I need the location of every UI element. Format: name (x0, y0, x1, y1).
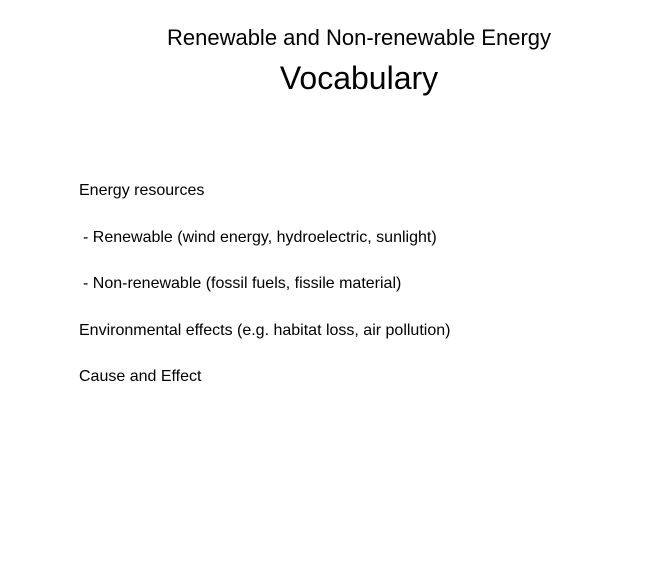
slide-title: Vocabulary (279, 60, 439, 96)
slide-subtitle: Renewable and Non-renewable Energy (166, 25, 552, 50)
list-item: - Renewable (wind energy, hydroelectric, sunlight) (83, 228, 437, 246)
list-item: Environmental effects (e.g. habitat loss, air pollution) (79, 321, 451, 339)
list-item: Cause and Effect (79, 368, 202, 385)
list-item: Energy resources (79, 182, 205, 199)
vocabulary-list (79, 180, 450, 413)
list-item: - Non-renewable (fossil fuels, fissile material) (83, 275, 402, 292)
